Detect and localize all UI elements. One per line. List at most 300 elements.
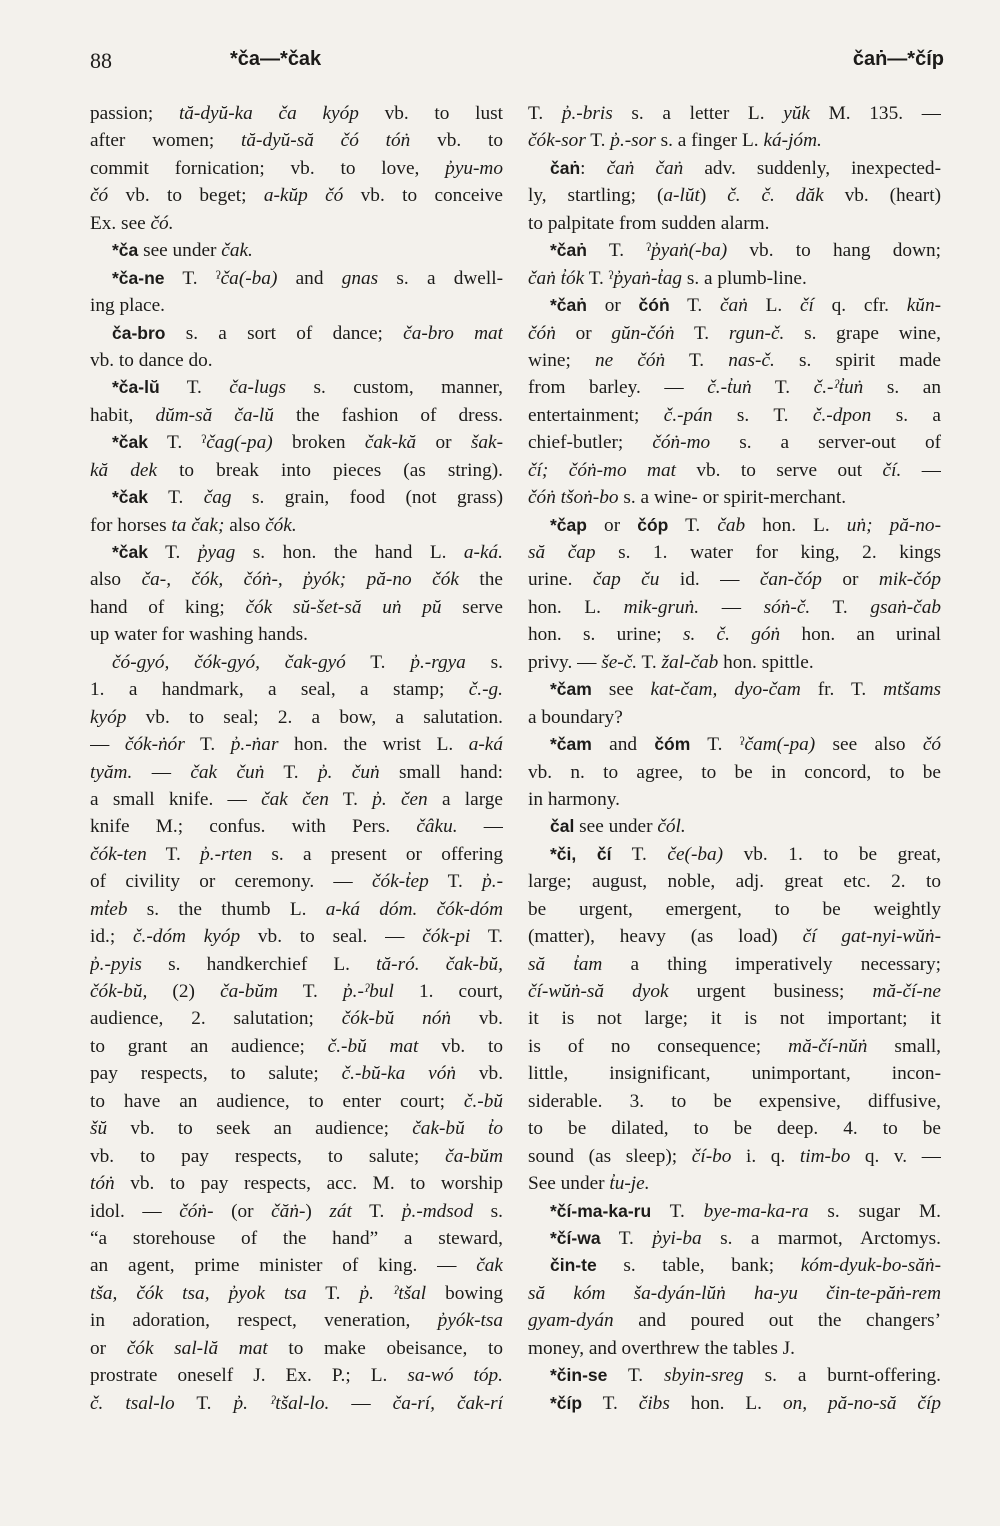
text-run: pay respects, to salute; xyxy=(90,1063,342,1085)
italic-term: p̓. ˀtšal xyxy=(359,1282,427,1304)
text-line xyxy=(90,429,503,456)
italic-term: ne čóṅ xyxy=(594,349,666,371)
text-run: T. xyxy=(306,1282,360,1304)
text-run: the fashion of dress. xyxy=(273,404,503,426)
text-run: 1. a handmark, a seal, a stamp; xyxy=(90,679,469,701)
italic-term: čab xyxy=(717,514,746,536)
italic-term: čan-čóp xyxy=(759,569,822,591)
text-run: to be dilated, to be deep. 4. to be xyxy=(528,1118,941,1140)
text-run: money, and overthrew the tables J. xyxy=(528,1337,795,1359)
text-line xyxy=(90,1390,503,1417)
italic-term: p̓. ˀtšal-lo. xyxy=(233,1392,330,1414)
text-line xyxy=(90,566,503,593)
text-run: small hand: xyxy=(379,761,503,783)
italic-term: č.-dpon xyxy=(812,404,872,426)
text-run: id.; xyxy=(90,926,133,948)
italic-term: p̓. čuṅ xyxy=(317,761,380,783)
italic-term: čam(-pa) xyxy=(744,734,816,756)
text-run: see xyxy=(591,679,651,701)
italic-term: p̓yaṅ-t̓ag xyxy=(613,267,683,289)
text-line xyxy=(528,210,941,237)
italic-term: čóṅ- xyxy=(179,1200,214,1222)
text-line xyxy=(90,731,503,758)
text-run: vb. to serve out xyxy=(675,459,883,481)
italic-term: č. č. dăk xyxy=(727,185,824,207)
italic-term: p̓yaṅ(-ba) xyxy=(651,240,728,262)
italic-term: kă dek xyxy=(90,459,158,481)
italic-term: čăṅ- xyxy=(271,1200,306,1222)
text-line xyxy=(90,100,503,127)
text-line xyxy=(90,1335,503,1362)
text-run: s. xyxy=(465,651,503,673)
italic-term: p̓yu-mo xyxy=(445,157,503,179)
italic-term: čók-sor xyxy=(528,130,586,152)
text-run: vb. xyxy=(456,1063,503,1085)
italic-term: čí xyxy=(799,295,814,317)
text-run: is of no consequence; xyxy=(528,1035,789,1057)
text-run: T. ˀ xyxy=(586,240,652,262)
text-line xyxy=(528,512,941,539)
text-run: T. xyxy=(146,843,201,865)
text-run: hand of king; xyxy=(90,596,246,618)
headword: *čaṅ xyxy=(550,295,587,316)
text-run: T. xyxy=(669,295,720,317)
text-run: privy. — xyxy=(528,651,602,673)
text-run: id. — xyxy=(659,569,760,591)
text-run: or xyxy=(586,514,638,536)
text-run: s. handkerchief L. xyxy=(141,953,377,975)
italic-term: tă-dyŭ-să čó tóṅ xyxy=(241,130,411,152)
italic-term: ča-bro mat xyxy=(403,322,503,344)
italic-term: čak-kă xyxy=(364,432,417,454)
text-run: broken xyxy=(272,432,365,454)
text-run: hon. an urinal xyxy=(780,624,941,646)
text-run: in adoration, respect, veneration, xyxy=(90,1310,438,1332)
text-line xyxy=(90,210,503,237)
text-line xyxy=(528,896,941,923)
headword: čal xyxy=(550,816,575,837)
text-line xyxy=(90,676,503,703)
italic-term: rgun-č. xyxy=(728,322,785,344)
headword: ča-bro xyxy=(112,322,166,343)
italic-term: čaṅ xyxy=(720,295,748,317)
italic-term: p̓.-mdsod xyxy=(401,1200,474,1222)
text-line xyxy=(528,402,941,429)
italic-term: č.-ˀt̓uṅ xyxy=(813,377,864,399)
text-run: bowing xyxy=(426,1282,503,1304)
page-number: 88 xyxy=(90,48,112,73)
text-run: s. hon. the hand L. xyxy=(235,542,464,563)
headword: *čaṅ xyxy=(550,240,587,261)
text-run: T. xyxy=(582,1392,639,1414)
italic-term: čók-bŭ, xyxy=(90,981,148,1002)
text-line xyxy=(90,1088,503,1115)
text-line xyxy=(90,1143,503,1170)
text-run: s. a letter L. xyxy=(612,103,784,124)
italic-term: să kóm ša-dyán-lŭṅ ha-yu čin-te-păṅ-rem xyxy=(528,1282,941,1304)
text-run: to have an audience, to enter court; xyxy=(90,1090,464,1112)
text-run: vb. to pay respects, acc. M. to worship xyxy=(114,1173,503,1195)
italic-term: kyóp xyxy=(90,706,127,728)
italic-term: kŭn- xyxy=(906,295,941,317)
italic-term: čak-bŭ t̓o xyxy=(412,1118,503,1140)
text-line xyxy=(90,1060,503,1087)
italic-term: sbyin-sreg xyxy=(664,1365,744,1387)
text-line xyxy=(528,484,941,511)
text-line xyxy=(528,649,941,676)
text-run: Ex. see xyxy=(90,212,151,234)
text-run: an agent, prime minister of king. — xyxy=(90,1255,477,1277)
text-run: s. T. xyxy=(712,404,813,426)
italic-term: mtšams xyxy=(883,679,941,701)
text-run: M. 135. — xyxy=(809,103,941,124)
text-run: s. the thumb L. xyxy=(127,898,326,920)
text-run: — xyxy=(457,816,503,838)
text-line xyxy=(528,676,941,703)
italic-term: čap ču xyxy=(592,569,660,591)
text-run: — xyxy=(699,596,764,618)
headword: *čak xyxy=(112,487,149,508)
text-line xyxy=(90,923,503,950)
text-line xyxy=(528,786,941,813)
text-line xyxy=(90,621,503,648)
italic-term: a-ká. xyxy=(463,542,503,563)
text-run: T. xyxy=(148,542,198,563)
text-run: — xyxy=(132,761,191,783)
italic-term: čag(-pa) xyxy=(206,432,273,454)
italic-term: žal-čab xyxy=(661,651,719,673)
italic-term: šak- xyxy=(470,432,503,454)
text-line xyxy=(90,320,503,347)
text-run: vb. to pay respects, to salute; xyxy=(90,1145,446,1167)
italic-term: zát xyxy=(329,1200,352,1222)
text-line xyxy=(90,155,503,182)
text-run: knife M.; confus. with Pers. xyxy=(90,816,417,838)
text-run: see under xyxy=(574,816,658,838)
italic-term: p̓.-rten xyxy=(200,843,253,865)
text-run: vb. to xyxy=(418,1035,503,1057)
headword: *čak xyxy=(112,542,149,562)
italic-term: čak čuṅ xyxy=(190,761,265,783)
italic-term: bye-ma-ka-ra xyxy=(703,1200,809,1222)
italic-term: čó xyxy=(90,185,109,207)
text-run: T. xyxy=(277,981,344,1002)
text-run: vb. 1. to be great, xyxy=(723,843,941,865)
headword: čóṅ xyxy=(638,295,670,316)
text-run: hon. L. xyxy=(745,514,847,536)
text-line xyxy=(90,374,503,401)
text-run: s. a xyxy=(871,404,941,426)
text-run: ly, startling; ( xyxy=(528,185,664,207)
text-run: chief-butler; xyxy=(528,432,653,454)
italic-term: t̓u-je. xyxy=(609,1173,650,1195)
italic-term: ča-bŭm xyxy=(445,1145,503,1167)
italic-term: čí-bo xyxy=(691,1145,732,1167)
text-line xyxy=(528,978,941,1005)
text-run: T. xyxy=(611,843,668,865)
italic-term: tă-ró. čak-bŭ, xyxy=(376,953,503,975)
italic-term: gyam-dyán xyxy=(528,1310,614,1332)
text-run: s. custom, manner, xyxy=(286,377,503,399)
text-run: or xyxy=(821,569,879,591)
running-head-left: *ča—*čak xyxy=(230,48,322,70)
italic-term: č.-dóm kyóp xyxy=(132,926,241,948)
text-line xyxy=(528,237,941,264)
text-line xyxy=(528,1280,941,1307)
text-run: — xyxy=(901,459,941,481)
text-run: hon. the wrist L. xyxy=(278,734,469,756)
text-run: hon. s. urine; xyxy=(528,624,683,646)
italic-term: čak xyxy=(476,1255,503,1277)
text-run: in harmony. xyxy=(528,788,620,810)
italic-term: čak. xyxy=(221,240,253,262)
italic-term: čóṅ-mo xyxy=(652,432,711,454)
text-run: T. xyxy=(470,926,503,948)
italic-term: uṅ; pă-no- xyxy=(846,514,941,536)
text-run: T. xyxy=(665,349,729,371)
text-run: from barley. — xyxy=(528,377,708,399)
text-run: adv. suddenly, inexpected- xyxy=(683,157,941,179)
text-run: T. ˀ xyxy=(164,267,221,289)
italic-term: če(-ba) xyxy=(667,843,724,865)
italic-term: kóm-dyuk-bo-săṅ- xyxy=(800,1255,941,1277)
text-run: up water for washing hands. xyxy=(90,624,308,646)
text-run: also xyxy=(224,514,266,536)
italic-term: p̓.-pyis xyxy=(90,953,142,975)
text-run: T. xyxy=(528,103,562,124)
text-run: and poured out the changers’ xyxy=(613,1310,941,1332)
headword: čin-te xyxy=(550,1255,597,1276)
italic-term: a-ká xyxy=(468,734,503,756)
text-line xyxy=(528,1252,941,1279)
text-line xyxy=(90,1362,503,1389)
italic-term: gsaṅ-čab xyxy=(870,596,941,618)
italic-term: čag xyxy=(203,487,232,509)
text-run: s. 1. water for king, 2. kings xyxy=(595,542,941,563)
headword: *čí-ma-ka-ru xyxy=(550,1200,652,1221)
italic-term: a-kŭp čó xyxy=(263,185,344,207)
italic-term: čí gat-nyi-wŭṅ- xyxy=(802,926,941,948)
text-run: T. xyxy=(328,788,373,810)
headword: *čam xyxy=(550,734,592,755)
text-line xyxy=(528,1307,941,1334)
italic-term: tyăm. xyxy=(90,761,133,783)
headword: *čap xyxy=(550,514,587,535)
text-line xyxy=(90,759,503,786)
text-line xyxy=(90,484,503,511)
italic-term: p̓.-ṅar xyxy=(230,734,279,756)
italic-term: čí-wŭṅ-să dyok xyxy=(528,981,669,1002)
text-run: T. xyxy=(637,651,662,673)
text-line xyxy=(90,1252,503,1279)
text-run: hon. L. xyxy=(669,1392,783,1414)
text-run: a thing imperatively necessary; xyxy=(602,953,941,975)
text-run: audience, 2. salutation; xyxy=(90,1008,342,1030)
text-run: wine; xyxy=(528,349,595,371)
headword: *čak xyxy=(112,432,149,453)
text-line xyxy=(90,182,503,209)
italic-term: čak čen xyxy=(261,788,329,810)
text-line xyxy=(528,127,941,154)
italic-term: p̓.-ˀbul xyxy=(343,981,394,1002)
italic-term: tša, čók tsa, p̓yok tsa xyxy=(90,1282,307,1304)
text-run: T. xyxy=(607,1365,665,1387)
text-line xyxy=(528,429,941,456)
italic-term: čâku. xyxy=(416,816,458,838)
headword: *čin-se xyxy=(550,1365,608,1386)
text-line xyxy=(528,813,941,840)
text-run: passion; xyxy=(90,103,179,124)
text-run: s. an xyxy=(863,377,941,399)
text-run: to grant an audience; xyxy=(90,1035,328,1057)
text-line xyxy=(90,237,503,264)
text-run: a small knife. — xyxy=(90,788,262,810)
italic-term: s. č. góṅ xyxy=(682,624,781,646)
text-run: T. xyxy=(264,761,318,783)
text-line xyxy=(528,1198,941,1225)
text-run: commit fornication; vb. to love, xyxy=(90,157,446,179)
text-line xyxy=(528,1088,941,1115)
text-run: T. xyxy=(668,514,718,536)
italic-term: sóṅ-č. xyxy=(763,596,811,618)
italic-term: p̓yi-ba xyxy=(652,1227,702,1249)
text-run: and xyxy=(277,267,342,289)
text-run: it is not large; it is not important; it xyxy=(528,1008,941,1030)
italic-term: tim-bo xyxy=(799,1145,851,1167)
text-run: also xyxy=(90,569,142,591)
text-run: or xyxy=(416,432,471,454)
text-run: siderable. 3. to be expensive, diffusive, xyxy=(528,1090,941,1112)
italic-term: mt̓eb xyxy=(90,898,128,920)
text-run: sound (as sleep); xyxy=(528,1145,692,1167)
italic-term: a-ká dóm. čók-dóm xyxy=(325,898,503,920)
italic-term: čók-t̓ep xyxy=(372,871,429,893)
text-line xyxy=(90,704,503,731)
text-run: s. a present or offering xyxy=(252,843,503,865)
italic-term: să t̓am xyxy=(528,953,603,975)
left-column xyxy=(90,100,503,1417)
text-line xyxy=(528,566,941,593)
text-run: or xyxy=(555,322,612,344)
text-run: s. a server-out of xyxy=(710,432,941,454)
italic-term: mă-čí-nŭṅ xyxy=(788,1035,868,1057)
italic-term: čók-ten xyxy=(90,843,147,865)
text-line xyxy=(90,813,503,840)
italic-term: sa-wó tóp. xyxy=(407,1365,503,1387)
italic-term: č.-pán xyxy=(663,404,713,426)
text-line xyxy=(528,100,941,127)
text-run: s. a burnt-offering. xyxy=(743,1365,941,1387)
text-run: little, insignificant, unimportant, incon- xyxy=(528,1063,941,1085)
text-run: serve xyxy=(441,596,503,618)
text-run: vb. to beget; xyxy=(108,185,264,207)
text-run: see under xyxy=(138,240,222,262)
text-line xyxy=(90,127,503,154)
right-column xyxy=(528,100,941,1417)
text-run: : xyxy=(580,157,607,179)
headword: *či, čí xyxy=(550,843,612,864)
text-line xyxy=(90,951,503,978)
headword: čóp xyxy=(637,514,669,535)
text-line xyxy=(90,1307,503,1334)
text-run: ing place. xyxy=(90,295,165,317)
text-run: s. a marmot, Arctomys. xyxy=(701,1227,941,1249)
headword: čóm xyxy=(654,734,691,755)
text-run: (or xyxy=(213,1200,272,1222)
italic-term: č.-bŭ mat xyxy=(327,1035,419,1057)
text-run: s. a plumb-line. xyxy=(682,267,807,289)
italic-term: ta čak; xyxy=(171,514,225,536)
text-line xyxy=(528,759,941,786)
text-line xyxy=(528,951,941,978)
text-line xyxy=(90,1225,503,1252)
text-run: T. xyxy=(585,130,611,152)
italic-term: č.-bŭ-ka vóṅ xyxy=(341,1063,457,1085)
italic-term: ča-rí, čak-rí xyxy=(392,1392,503,1414)
text-run: small, xyxy=(867,1035,941,1057)
text-run: T. xyxy=(751,377,814,399)
text-run: after women; xyxy=(90,130,242,152)
text-run: s. a wine- or spirit-merchant. xyxy=(618,487,847,509)
text-line xyxy=(528,320,941,347)
text-run: a large xyxy=(427,788,503,810)
italic-term: mik-gruṅ. xyxy=(623,596,700,618)
italic-term: čók-ṅór xyxy=(124,734,185,756)
text-line xyxy=(90,457,503,484)
text-run: fr. T. xyxy=(800,679,884,701)
text-run: T. xyxy=(600,1227,653,1249)
text-run: for horses xyxy=(90,514,172,536)
text-run: vb. to seek an audience; xyxy=(107,1118,413,1140)
text-run: i. q. xyxy=(731,1145,800,1167)
text-run: ) xyxy=(699,185,728,207)
headword: *ča-lŭ xyxy=(112,377,160,398)
text-line xyxy=(528,868,941,895)
text-line xyxy=(90,786,503,813)
text-run: T. xyxy=(351,1200,402,1222)
italic-term: on, pă-no-să číp xyxy=(782,1392,941,1414)
italic-term: čóṅ tšoṅ-bo xyxy=(528,487,619,509)
italic-term: č. tsal-lo xyxy=(90,1392,175,1414)
italic-term: p̓.-bris xyxy=(561,103,613,124)
text-line xyxy=(90,1033,503,1060)
text-run: T. xyxy=(159,377,230,399)
text-run: a boundary? xyxy=(528,706,623,728)
text-line xyxy=(90,292,503,319)
headword: *čí-wa xyxy=(550,1227,601,1248)
text-line xyxy=(90,539,503,566)
text-run: q. v. — xyxy=(850,1145,941,1167)
text-run: 1. court, xyxy=(393,981,503,1002)
text-line xyxy=(528,731,941,758)
text-line xyxy=(528,841,941,868)
headword: *ča xyxy=(112,240,139,261)
text-run: vb. n. to agree, to be in concord, to be xyxy=(528,761,941,783)
text-line xyxy=(528,1335,941,1362)
text-run: s. grain, food (not grass) xyxy=(231,487,503,509)
text-line xyxy=(528,1143,941,1170)
italic-term: kat-čam, dyo-čam xyxy=(650,679,801,701)
text-line xyxy=(528,1170,941,1197)
italic-term: še-č. xyxy=(601,651,638,673)
text-run: s. table, bank; xyxy=(596,1255,801,1277)
text-run: s. a finger L. xyxy=(655,130,764,152)
italic-term: čóṅ xyxy=(528,322,556,344)
italic-term: čí. xyxy=(882,459,902,481)
text-run: vb. to dance do. xyxy=(90,349,213,371)
text-line xyxy=(90,594,503,621)
text-line xyxy=(528,457,941,484)
